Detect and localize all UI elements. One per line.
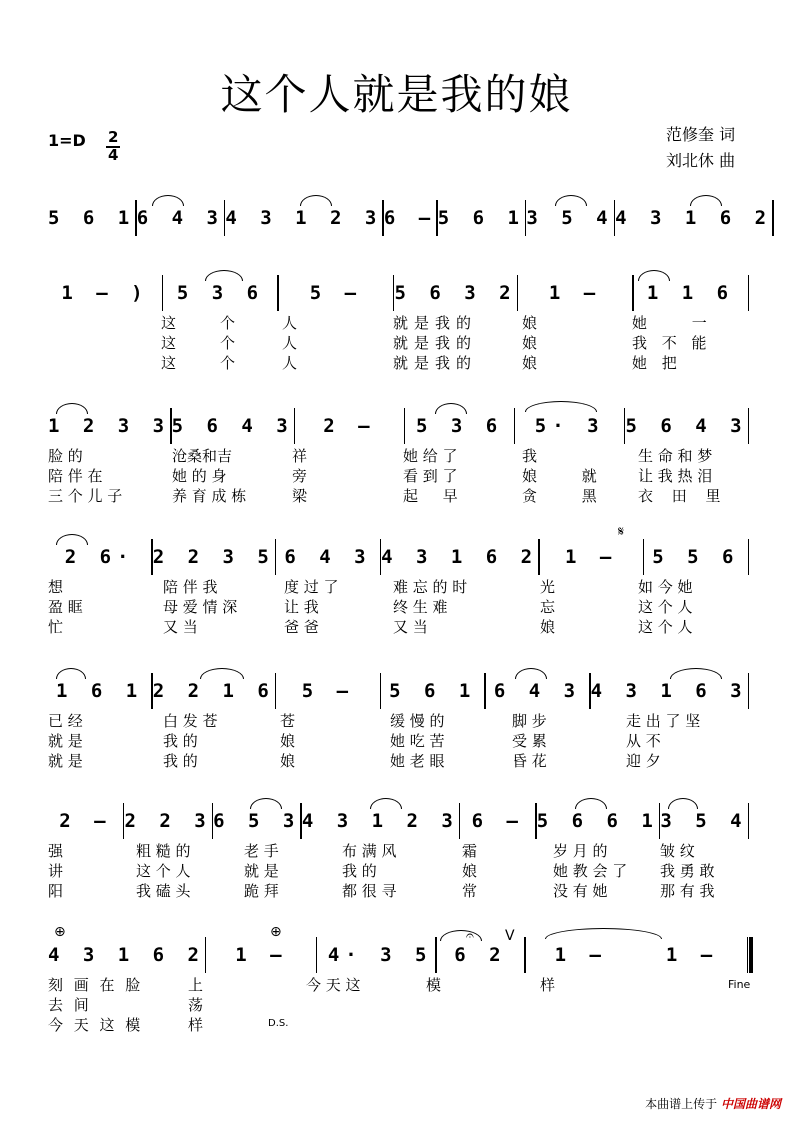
lyric: 忘 — [540, 598, 556, 616]
lyric: 刻 画 在 脸 — [48, 976, 144, 994]
lyric: 这 个 人 — [638, 618, 693, 636]
slur — [638, 270, 670, 281]
footer — [645, 1095, 781, 1112]
lyrics-verse-1 — [48, 840, 748, 862]
lyric: 终 生 难 — [393, 598, 448, 616]
notes-row — [48, 411, 749, 441]
lyric: 今 天 这 模 — [48, 1016, 144, 1034]
lyric: 娘 — [522, 354, 538, 372]
lyrics-verse-2 — [48, 596, 748, 618]
slur — [670, 668, 722, 679]
measure: 4 3 1 2 3 — [301, 810, 459, 832]
lyric: 她 吃 苦 — [390, 732, 445, 750]
lyric: 我 — [522, 447, 538, 465]
lyric: 讲 — [48, 862, 64, 880]
lyric: 这 — [161, 334, 177, 352]
slur — [690, 195, 722, 206]
lyrics-verse-2 — [48, 465, 748, 487]
tie — [545, 928, 662, 939]
measure: 5· 3 — [534, 415, 605, 437]
measure: 5 6 1 — [437, 207, 525, 229]
slur — [56, 534, 88, 545]
slur — [575, 798, 607, 809]
lyric: 已 经 — [48, 712, 83, 730]
lyric: 就是我的 — [393, 334, 478, 352]
lyric: 缓 慢 的 — [390, 712, 445, 730]
measure: 1 — — [665, 944, 719, 966]
measure: 1 — ) — [61, 282, 149, 304]
lyric: 光 — [540, 578, 556, 596]
lyric: 阳 — [48, 882, 64, 900]
lyric: 就是我的 — [393, 314, 478, 332]
lyric: 她 教 会 了 — [553, 862, 628, 880]
lyric: 没 有 她 — [553, 882, 608, 900]
lyric: 布 满 风 — [342, 842, 397, 860]
measure: 5 6 6 1 — [536, 810, 659, 832]
lyric: 度 过 了 — [284, 578, 339, 596]
measure: 5 6 1 — [48, 207, 136, 229]
lyric: 模 — [426, 976, 442, 994]
slur — [205, 270, 243, 281]
lyric: 娘 — [462, 862, 478, 880]
slur — [440, 930, 482, 941]
lyric: 人 — [282, 314, 298, 332]
lyric: 个 — [220, 314, 236, 332]
measure: 4 3 1 6 2 — [615, 207, 773, 229]
lyric: 去 间 — [48, 996, 92, 1014]
slur — [525, 401, 597, 412]
lyrics-verse-2 — [48, 994, 748, 1016]
lyric: 她 把 — [632, 354, 677, 372]
coda-icon: ⊕ — [270, 924, 282, 940]
measure: 6 — — [383, 207, 437, 229]
lyric: 又 当 — [163, 618, 198, 636]
song-title: 这个人就是我的娘 — [220, 70, 573, 119]
lyric: 她 给 了 — [403, 447, 458, 465]
lyric: 白 发 苍 — [163, 712, 218, 730]
lyric: 我 的 — [342, 862, 377, 880]
lyric: 人 — [282, 354, 298, 372]
lyrics-verse-3 — [48, 485, 748, 507]
lyric: 忙 — [48, 618, 64, 636]
lyric: 脚 步 — [512, 712, 547, 730]
final-barline — [747, 937, 753, 973]
lyric: 她 的 身 — [172, 467, 227, 485]
measure: 4 3 1 6 3 — [590, 680, 748, 702]
lyricist-credit: 范修奎 词 — [666, 125, 736, 144]
lyrics-verse-3 — [48, 880, 748, 902]
lyric: 陪 伴 我 — [163, 578, 218, 596]
lyric: 个 — [220, 334, 236, 352]
lyric: 这 个 人 — [638, 598, 693, 616]
composer-credit: 刘北休 曲 — [666, 151, 736, 170]
lyrics-verse-3 — [48, 1014, 748, 1036]
credits — [666, 122, 735, 174]
lyric: 受 累 — [512, 732, 547, 750]
measure: 6 4 3 — [284, 546, 372, 568]
lyric: 起 早 — [403, 487, 458, 505]
lyric: 脸 的 — [48, 447, 83, 465]
measure: 3 5 4 — [660, 810, 748, 832]
slur — [555, 195, 587, 206]
notes-row — [48, 806, 749, 836]
lyric: 三 个 儿 子 — [48, 487, 123, 505]
repeat-barline — [316, 937, 325, 973]
measure: 4 3 1 6 2 — [381, 546, 539, 568]
measure: 2 2 1 6 — [152, 680, 275, 702]
lyrics-verse-1 — [48, 710, 748, 732]
lyric: 衣 田 里 — [638, 487, 721, 505]
measure: 4 3 1 2 3 — [225, 207, 383, 229]
lyric: 她 一 — [632, 314, 707, 332]
measure: 5 — — [309, 282, 363, 304]
measure: 6 — — [471, 810, 524, 832]
lyric: 今 天 这 — [306, 976, 361, 994]
lyrics-verse-3 — [48, 750, 748, 772]
lyric: 我 的 — [163, 752, 198, 770]
measure: 2 6· — [64, 546, 135, 568]
slur — [515, 668, 547, 679]
lyrics-verse-1 — [48, 445, 748, 467]
measure: 4 3 1 6 2 — [48, 944, 205, 966]
ds-mark: D.S. — [268, 1018, 289, 1029]
measure: 4· 3 5 — [327, 944, 433, 966]
slur — [668, 798, 698, 809]
lyric: 我 勇 敢 — [660, 862, 715, 880]
lyric: 样 — [540, 976, 556, 994]
lyric: 荡 — [188, 996, 204, 1014]
lyric: 娘 — [522, 314, 538, 332]
fermata-icon: 𝄐 — [466, 928, 474, 944]
site-logo[interactable]: 中国曲谱网 — [720, 1097, 781, 1111]
lyrics-verse-2 — [48, 730, 748, 752]
fine-mark: Fine — [728, 978, 751, 991]
slur — [370, 798, 402, 809]
lyric: 沧桑和吉 — [172, 447, 233, 465]
lyrics-verse-3 — [48, 616, 748, 638]
key-signature: 1=D — [48, 131, 86, 150]
measure: 6 4 3 — [493, 680, 582, 702]
lyric: 霜 — [462, 842, 478, 860]
lyric: 昏 花 — [512, 752, 547, 770]
measure: 5 6 4 3 — [171, 415, 294, 437]
lyric: 岁 月 的 — [553, 842, 608, 860]
lyric: 人 — [282, 334, 298, 352]
lyric: 又 当 — [393, 618, 428, 636]
lyric: 皱 纹 — [660, 842, 695, 860]
lyric: 贪 黑 — [522, 487, 597, 505]
lyric: 跪 拜 — [244, 882, 279, 900]
measure: 5 5 6 — [652, 546, 740, 568]
time-signature-bottom: 4 — [108, 146, 119, 164]
lyric: 我 不 能 — [632, 334, 707, 352]
lyrics-verse-3 — [48, 352, 748, 374]
lyric: 娘 — [280, 732, 296, 750]
lyrics-verse-1 — [48, 974, 751, 996]
lyric: 这 — [161, 314, 177, 332]
measure: 1 2 3 3 — [48, 415, 171, 437]
lyrics-verse-1 — [48, 312, 748, 334]
measure: 6 4 3 — [136, 207, 224, 229]
slur — [56, 668, 86, 679]
lyric: 母 爱 情 深 — [163, 598, 238, 616]
notes-row — [48, 542, 749, 572]
breath-mark-icon: V — [505, 928, 515, 944]
lyric: 陪 伴 在 — [48, 467, 103, 485]
notes-row — [48, 278, 749, 308]
lyric: 老 手 — [244, 842, 279, 860]
lyric: 迎 夕 — [626, 752, 661, 770]
lyric: 常 — [462, 882, 478, 900]
lyric: 从 不 — [626, 732, 661, 750]
lyric: 盈 眶 — [48, 598, 83, 616]
lyric: 走 出 了 坚 — [626, 712, 701, 730]
footer-text: 本曲谱上传于 — [645, 1097, 718, 1111]
lyrics-verse-1 — [48, 576, 748, 598]
lyrics-verse-2 — [48, 332, 748, 354]
time-signature-top: 2 — [108, 128, 119, 146]
lyric: 就 是 — [48, 732, 83, 750]
slur — [152, 195, 184, 206]
lyric: 难 忘 的 时 — [393, 578, 468, 596]
lyric: 样 — [188, 1016, 204, 1034]
lyric: 爸 爸 — [284, 618, 319, 636]
lyric: 祥 — [292, 447, 308, 465]
measure: 5 6 4 3 — [625, 415, 748, 437]
measure: 5 — — [301, 680, 355, 702]
lyric: 让 我 — [284, 598, 319, 616]
lyric: 梁 — [292, 487, 308, 505]
measure: 1 — — [564, 546, 618, 568]
lyric: 就 是 — [244, 862, 279, 880]
notes-row — [48, 203, 773, 233]
lyric: 就是我的 — [393, 354, 478, 372]
measure: 5 3 6 — [176, 282, 265, 304]
notes-row — [48, 940, 753, 970]
lyric: 就 是 — [48, 752, 83, 770]
lyrics-verse-2 — [48, 860, 748, 882]
lyric: 让 我 热 泪 — [638, 467, 713, 485]
measure: 1 6 1 — [56, 680, 144, 702]
lyric: 这 个 人 — [136, 862, 191, 880]
measure: 1 — — [548, 282, 602, 304]
lyric: 养 育 成 栋 — [172, 487, 247, 505]
lyric: 生 命 和 梦 — [638, 447, 713, 465]
lyric: 强 — [48, 842, 64, 860]
coda-icon: ⊕ — [54, 924, 66, 940]
measure: 6 2 — [454, 944, 507, 966]
lyric: 我 磕 头 — [136, 882, 191, 900]
slur — [56, 403, 88, 414]
slur — [435, 403, 467, 414]
lyric: 上 — [188, 976, 204, 994]
measure: 1 1 6 — [646, 282, 735, 304]
measure: 6 5 3 — [213, 810, 301, 832]
lyric: 苍 — [280, 712, 296, 730]
segno-icon: 𝄋 — [618, 524, 625, 540]
measure: 1 — — [235, 944, 288, 966]
measure: 5 3 6 — [415, 415, 504, 437]
lyric: 娘 就 — [522, 467, 597, 485]
lyric: 她 老 眼 — [390, 752, 445, 770]
measure: 1 — — [554, 944, 607, 966]
measure: 5 6 1 — [389, 680, 477, 702]
lyric: 娘 — [280, 752, 296, 770]
measure: 2 — — [323, 415, 376, 437]
measure: 2 — — [59, 810, 112, 832]
slur — [250, 798, 282, 809]
lyric: 想 — [48, 578, 64, 596]
lyric: 旁 — [292, 467, 308, 485]
lyric: 个 — [220, 354, 236, 372]
notes-row — [48, 676, 749, 706]
lyric: 娘 — [540, 618, 556, 636]
measure: 5 6 3 2 — [394, 282, 517, 304]
lyric: 粗 糙 的 — [136, 842, 191, 860]
lyric: 看 到 了 — [403, 467, 458, 485]
lyric: 都 很 寻 — [342, 882, 397, 900]
lyric: 这 — [161, 354, 177, 372]
measure: 3 5 4 — [526, 207, 614, 229]
slur — [300, 195, 332, 206]
lyric: 我 的 — [163, 732, 198, 750]
slur — [200, 668, 244, 679]
lyric: 那 有 我 — [660, 882, 715, 900]
lyric: 如 今 她 — [638, 578, 693, 596]
lyric: 娘 — [522, 334, 538, 352]
measure: 2 2 3 — [124, 810, 212, 832]
measure: 2 2 3 5 — [152, 546, 275, 568]
